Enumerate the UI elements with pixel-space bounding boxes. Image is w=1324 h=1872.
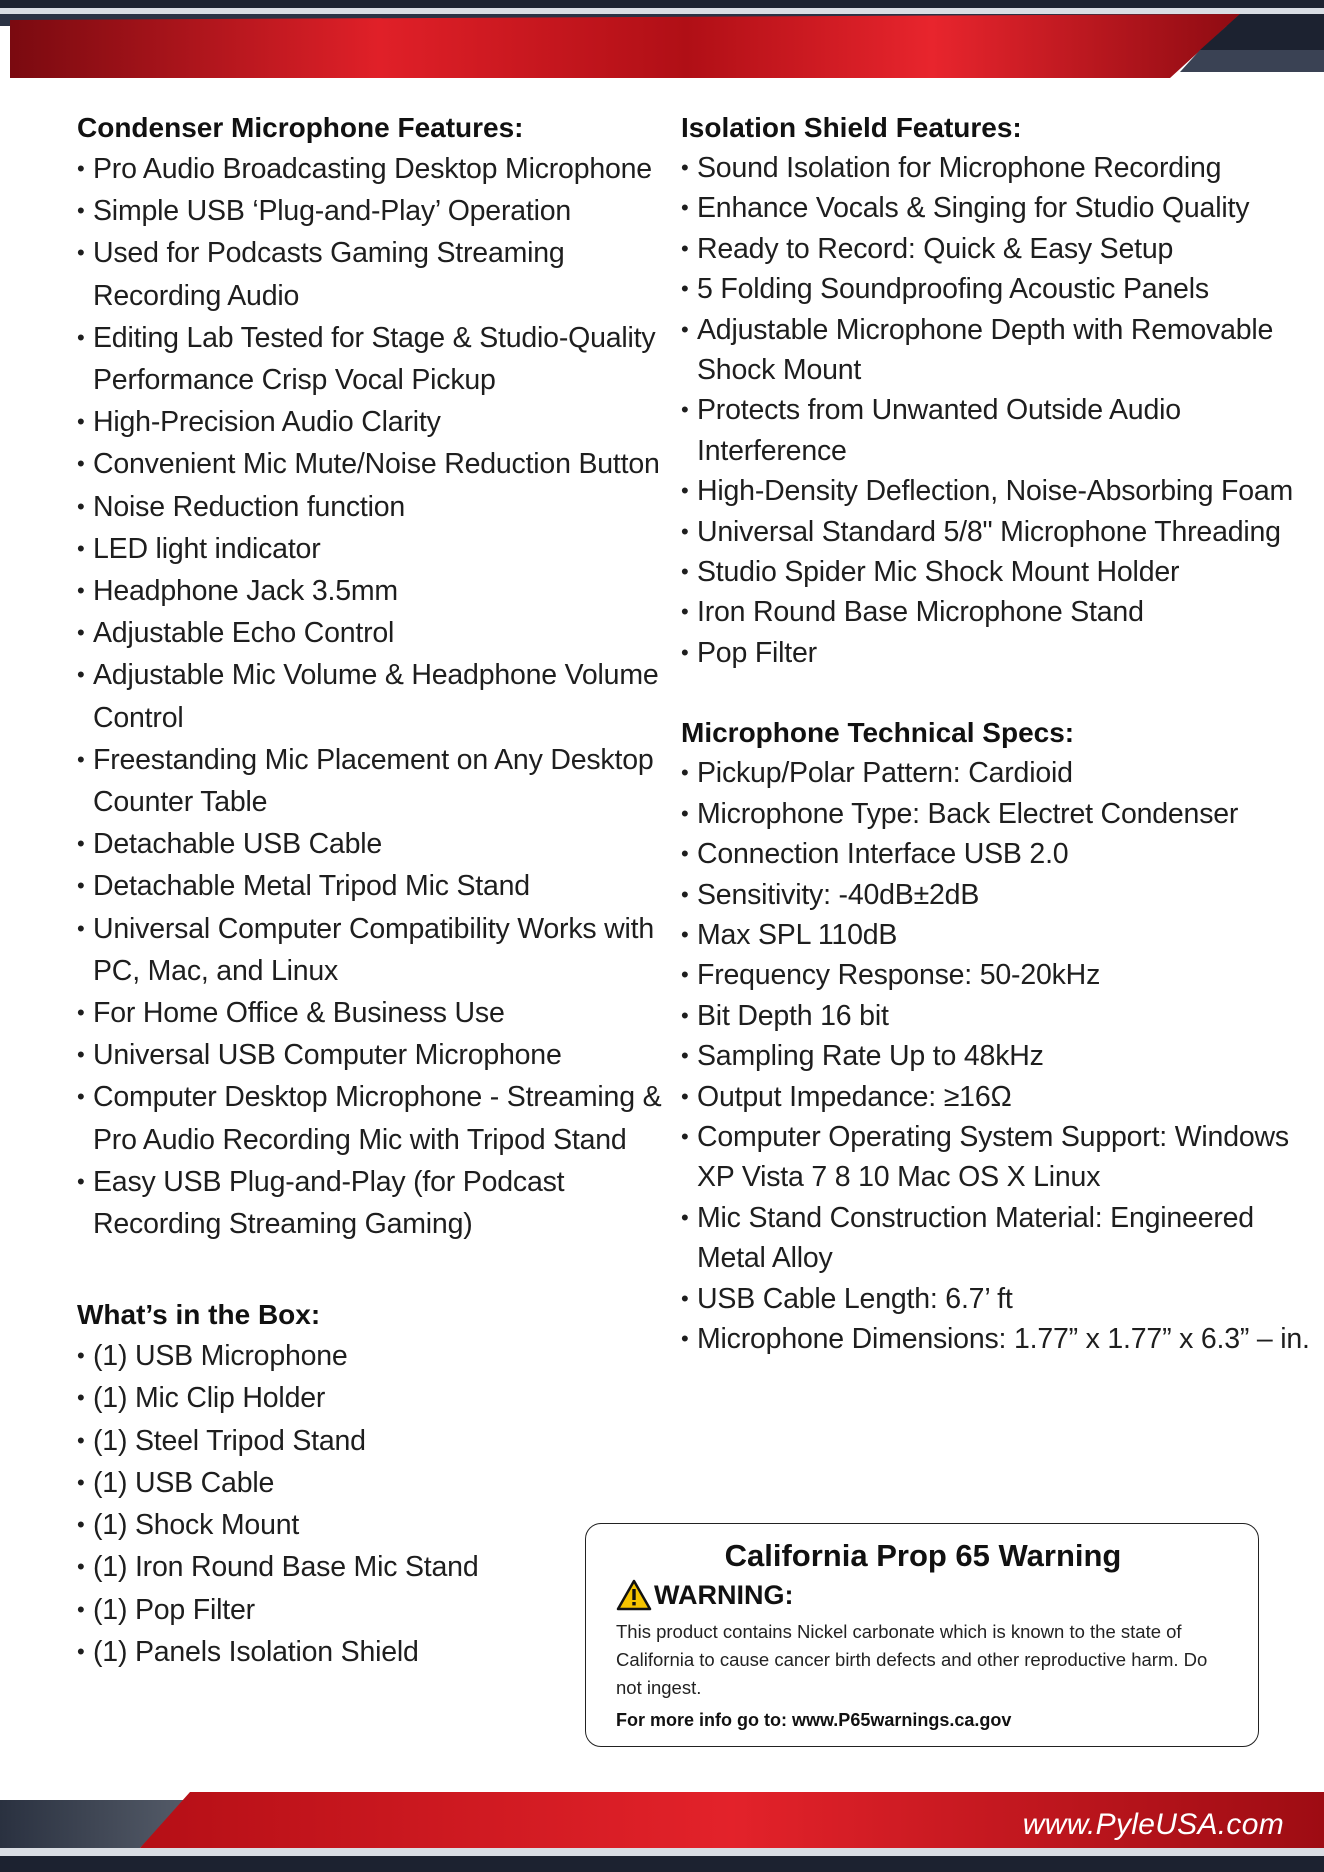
list-item: • For Home Office & Business Use [77,992,667,1034]
list-item: • Computer Operating System Support: Windows XP Vista 7 8 10 Mac OS X Linux [681,1117,1311,1198]
list-item: • Studio Spider Mic Shock Mount Holder [681,552,1311,592]
top-banner [0,0,1324,82]
list-item: • Enhance Vocals & Singing for Studio Quality [681,188,1311,228]
prop65-warning-box [585,1523,1259,1747]
list-item: • Sensitivity: -40dB±2dB [681,875,1311,915]
features-heading: Condenser Microphone Features: [77,112,524,143]
list-item: • 5 Folding Soundproofing Acoustic Panels [681,269,1311,309]
list-item: • Output Impedance: ≥16Ω [681,1077,1311,1117]
website-url[interactable]: www.PyleUSA.com [1022,1808,1284,1841]
list-item: • Protects from Unwanted Outside Audio Interference [681,390,1311,471]
list-item: • Editing Lab Tested for Stage & Studio-Quality Performance Crisp Vocal Pickup [77,317,667,401]
list-item: • Max SPL 110dB [681,915,1311,955]
list-item: • Connection Interface USB 2.0 [681,834,1311,874]
warning-line [616,1576,1230,1614]
box-heading: What’s in the Box: [77,1299,321,1331]
list-item: • Pickup/Polar Pattern: Cardioid [681,753,1311,793]
list-item: • Sound Isolation for Microphone Recording [681,148,1311,188]
list-item: • Bit Depth 16 bit [681,996,1311,1036]
box-list [77,1335,667,1673]
list-item: • (1) Mic Clip Holder [77,1377,667,1419]
features-list [77,148,667,1245]
top-banner-graphic [0,0,1324,82]
list-item: • Universal USB Computer Microphone [77,1034,667,1076]
list-item: • Adjustable Echo Control [77,612,667,654]
list-item: • (1) Iron Round Base Mic Stand [77,1546,667,1588]
specs-list [681,753,1311,1359]
list-item: • (1) Panels Isolation Shield [77,1631,667,1673]
list-item: • Used for Podcasts Gaming Streaming Recording Audio [77,232,667,316]
list-item: • Easy USB Plug-and-Play (for Podcast Recording Streaming Gaming) [77,1161,667,1245]
list-item: • Microphone Type: Back Electret Condenser [681,794,1311,834]
prop65-text: This product contains Nickel carbonate which is known to the state of California to cause cancer birth defects and other reproductive harm. Do not ingest. [616,1621,1208,1698]
right-column [681,108,1311,1359]
list-item: • Computer Desktop Microphone - Streaming & Pro Audio Recording Mic with Tripod Stand [77,1076,667,1160]
list-item: • (1) Shock Mount [77,1504,667,1546]
shield-list [681,148,1311,673]
list-item: • High-Precision Audio Clarity [77,401,667,443]
list-item: • Iron Round Base Microphone Stand [681,592,1311,632]
prop65-info-link[interactable]: For more info go to: www.P65warnings.ca.gov [616,1710,1012,1730]
shield-heading: Isolation Shield Features: [681,112,1022,143]
list-item: • Universal Standard 5/8" Microphone Threading [681,512,1311,552]
list-item: • Adjustable Mic Volume & Headphone Volume Control [77,654,667,738]
warning-triangle-icon [616,1579,652,1611]
warning-label: WARNING: [654,1579,794,1610]
list-item: • Detachable Metal Tripod Mic Stand [77,865,667,907]
list-item: • Noise Reduction function [77,486,667,528]
specs-heading: Microphone Technical Specs: [681,717,1075,749]
list-item: • Sampling Rate Up to 48kHz [681,1036,1311,1076]
list-item: • Mic Stand Construction Material: Engineered Metal Alloy [681,1198,1311,1279]
list-item: • Pro Audio Broadcasting Desktop Microphone [77,148,667,190]
list-item: • Adjustable Microphone Depth with Removable Shock Mount [681,310,1311,391]
list-item: • Simple USB ‘Plug-and-Play’ Operation [77,190,667,232]
list-item: • USB Cable Length: 6.7’ ft [681,1279,1311,1319]
list-item: • LED light indicator [77,528,667,570]
list-item: • Microphone Dimensions: 1.77” x 1.77” x 6.3” – in. [681,1319,1311,1359]
list-item: • (1) USB Microphone [77,1335,667,1377]
list-item: • Universal Computer Compatibility Works with PC, Mac, and Linux [77,908,667,992]
list-item: • Pop Filter [681,633,1311,673]
list-item: • Ready to Record: Quick & Easy Setup [681,229,1311,269]
prop65-title: California Prop 65 Warning [724,1538,1122,1573]
list-item: • Freestanding Mic Placement on Any Desktop Counter Table [77,739,667,823]
list-item: • Convenient Mic Mute/Noise Reduction Button [77,443,667,485]
list-item: • High-Density Deflection, Noise-Absorbing Foam [681,471,1311,511]
list-item: • Frequency Response: 50-20kHz [681,955,1311,995]
list-item: • Headphone Jack 3.5mm [77,570,667,612]
left-column [77,108,667,1673]
list-item: • (1) Steel Tripod Stand [77,1420,667,1462]
list-item: • Detachable USB Cable [77,823,667,865]
list-item: • (1) USB Cable [77,1462,667,1504]
list-item: • (1) Pop Filter [77,1589,667,1631]
